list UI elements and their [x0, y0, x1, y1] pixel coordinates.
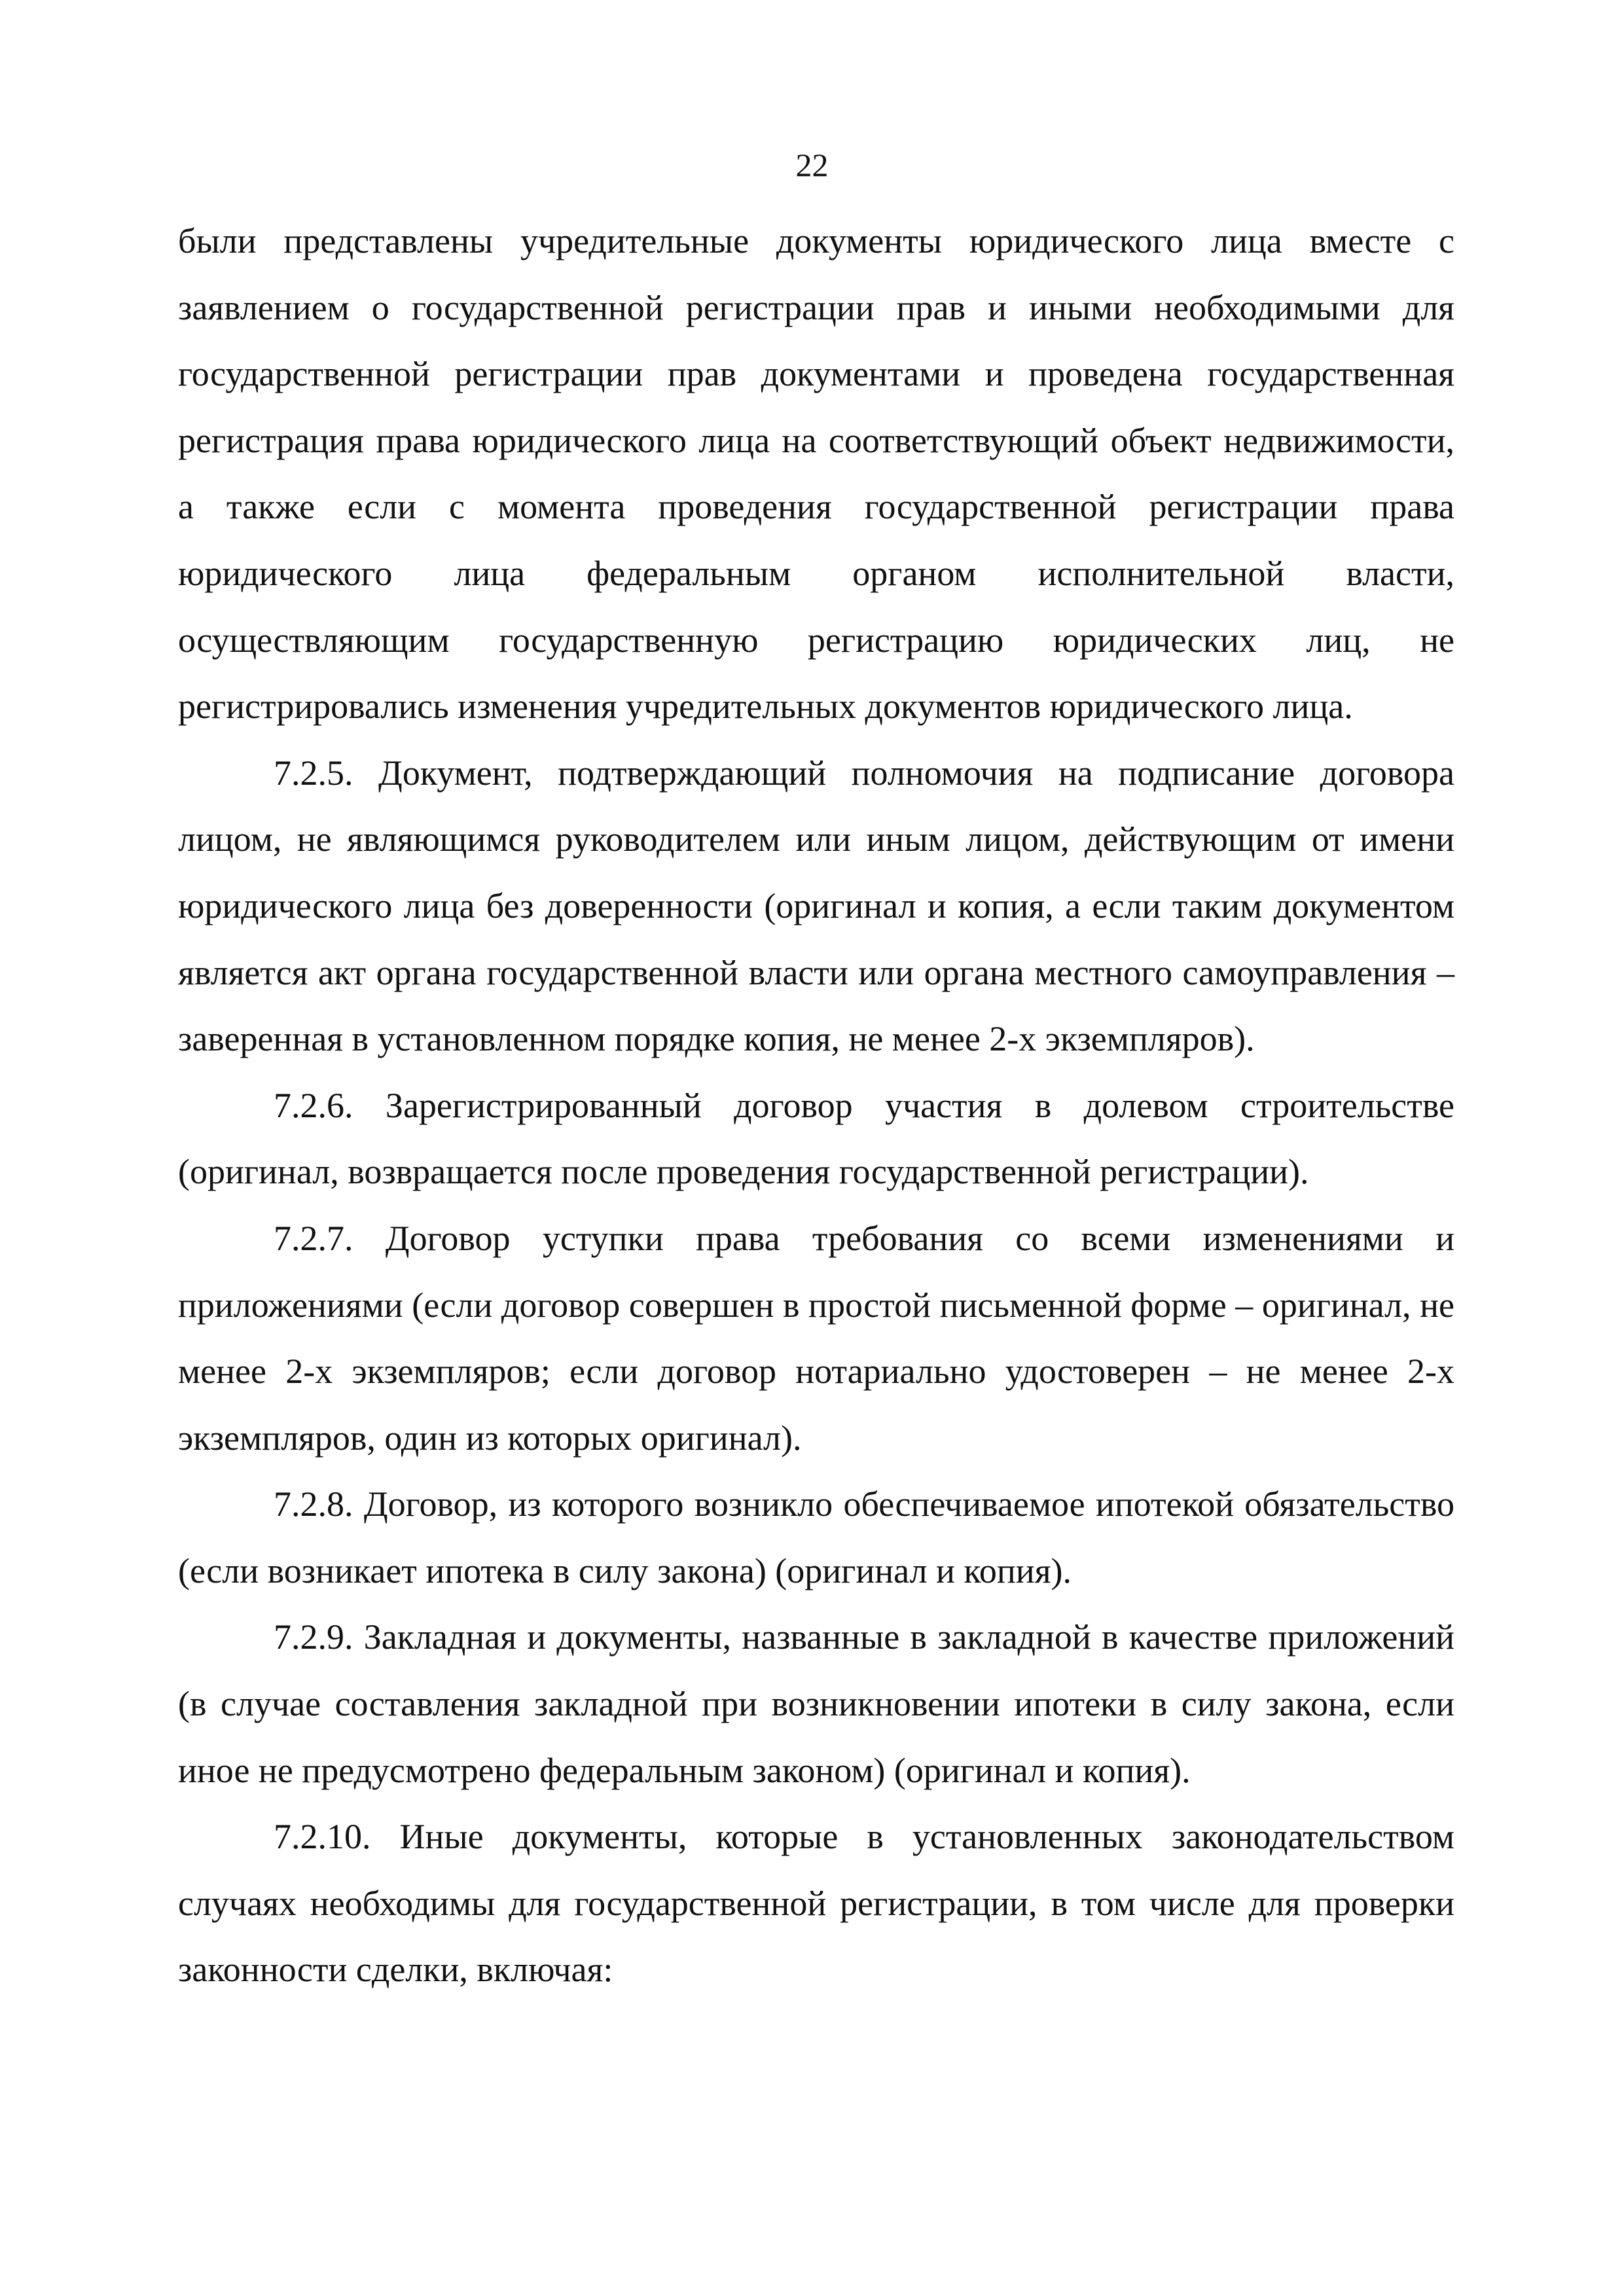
paragraph-7-2-10: 7.2.10. Иные документы, которые в установленных законодательством случаях необходимы для государственной регистрации, в том числе для проверки законности сделки, включая:	[178, 1817, 1454, 1990]
document-body	[178, 208, 1454, 2003]
paragraph-7-2-7: 7.2.7. Договор уступки права требования со всеми изменениями и приложениями (если договор совершен в простой письменной форме – оригинал, не менее 2-х экземпляров; если договор нотариально удостоверен – не менее 2-х экземпляров, один из которых оригинал).	[178, 1218, 1454, 1458]
paragraph-7-2-5: 7.2.5. Документ, подтверждающий полномочия на подписание договора лицом, не являющимся руководителем или иным лицом, действующим от имени юридического лица без доверенности (оригинал и копия, а если таким документом является акт органа государственной власти или органа местного самоуправления – заверенная в установленном порядке копия, не менее 2-х экземпляров).	[178, 753, 1454, 1059]
paragraph-continuation: были представлены учредительные документы юридического лица вместе с заявлением о государственной регистрации прав и иными необходимыми для государственной регистрации прав документами и проведена государственная регистрация права юридического лица на соответствующий объект недвижимости, а также если с момента проведения государственной регистрации права юридического лица федеральным органом исполнительной власти, осуществляющим государственную регистрацию юридических лиц, не регистрировались изменения учредительных документов юридического лица.	[178, 221, 1454, 726]
paragraph-7-2-9: 7.2.9. Закладная и документы, названные в закладной в качестве приложений (в случае составления закладной при возникновении ипотеки в силу закона, если иное не предусмотрено федеральным законом) (оригинал и копия).	[178, 1617, 1454, 1790]
paragraph-7-2-8: 7.2.8. Договор, из которого возникло обеспечиваемое ипотекой обязательство (если возникает ипотека в силу закона) (оригинал и копия).	[178, 1484, 1454, 1590]
page-number: 22	[795, 147, 829, 183]
paragraph-7-2-6: 7.2.6. Зарегистрированный договор участия в долевом строительстве (оригинал, возвращается после проведения государственной регистрации).	[178, 1085, 1454, 1192]
